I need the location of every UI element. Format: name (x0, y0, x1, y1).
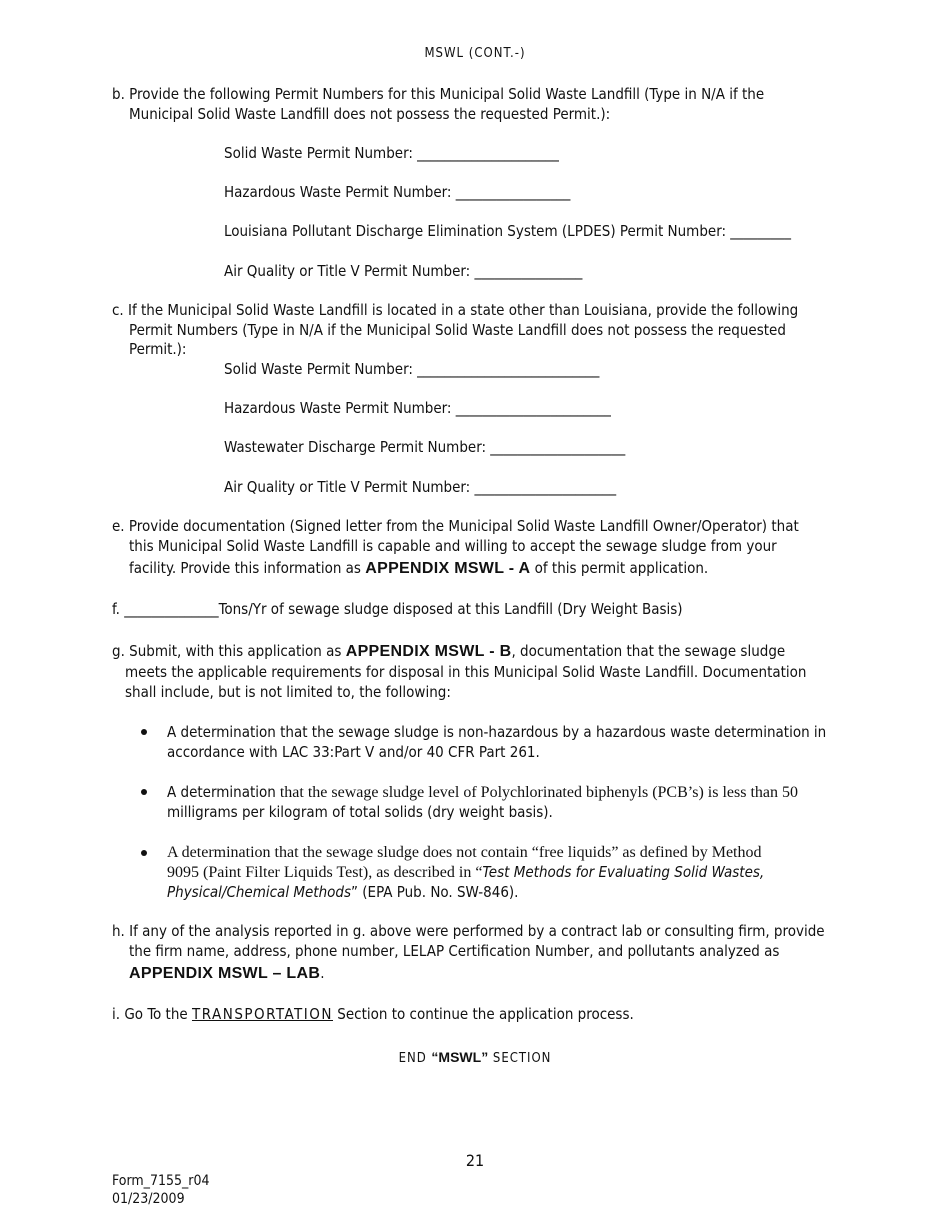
section-header: MSWL (CONT.-) (424, 46, 526, 61)
item-e-line1: e. Provide documentation (Signed letter from the Municipal Solid Waste Landfill Owner/Operator) that (112, 517, 799, 535)
item-h-line2: the firm name, address, phone number, LELAP Certification Number, and pollutants analyzed as (129, 942, 780, 960)
c-wastewater-permit-field[interactable]: Wastewater Discharge Permit Number: ____________________ (224, 438, 626, 456)
b-lpdes-permit-field[interactable]: Louisiana Pollutant Discharge Elimination System (LPDES) Permit Number: _________ (224, 222, 792, 240)
item-g-line1 (112, 641, 785, 662)
item-g-line1-post: , documentation that the sewage sludge (511, 642, 786, 660)
end-pre: END (398, 1051, 432, 1066)
item-e-line3 (129, 558, 708, 579)
bullet2-line1 (167, 782, 798, 803)
transportation-section-link[interactable]: TRANSPORTATION (191, 1005, 333, 1023)
page-number: 21 (465, 1151, 485, 1170)
b-air-quality-permit-field[interactable]: Air Quality or Title V Permit Number: ________________ (224, 262, 583, 280)
appendix-a-label: APPENDIX MSWL - A (365, 560, 531, 577)
bullet2-line2: milligrams per kilogram of total solids (dry weight basis). (167, 803, 553, 821)
item-h-line3-post: . (320, 964, 325, 982)
bullet-icon (141, 850, 147, 856)
bullet3-line1: A determination that the sewage sludge does not contain “free liquids” as defined by Method (167, 844, 762, 861)
bullet1-line1: A determination that the sewage sludge is non-hazardous by a hazardous waste determination in (167, 723, 827, 741)
item-i (112, 1004, 634, 1024)
form-date: 01/23/2009 (112, 1191, 185, 1207)
bullet3-line2-b: Test Methods for Evaluating Solid Wastes, (482, 863, 765, 881)
tons-per-year-field[interactable]: f. ______________Tons/Yr of sewage sludge disposed at this Landfill (Dry Weight Basis) (112, 600, 683, 618)
bullet1-line2: accordance with LAC 33:Part V and/or 40 CFR Part 261. (167, 743, 540, 761)
item-g-line3: shall include, but is not limited to, the following: (125, 683, 451, 701)
form-id: Form_7155_r04 (112, 1173, 210, 1189)
c-air-quality-permit-field[interactable]: Air Quality or Title V Permit Number: _____________________ (224, 478, 617, 496)
end-section-label (0, 1049, 950, 1066)
bullet3-line3 (167, 882, 518, 902)
item-h-line3 (129, 963, 325, 984)
item-e-line3-pre: facility. Provide this information as (129, 559, 366, 577)
item-h-line1: h. If any of the analysis reported in g. above were performed by a contract lab or consulting firm, provide (112, 922, 825, 940)
item-b-line1: b. Provide the following Permit Numbers for this Municipal Solid Waste Landfill (Type in N/A if the (112, 85, 765, 103)
end-post: SECTION (488, 1051, 552, 1066)
bullet2-line1-b: that the sewage sludge level of Polychlorinated biphenyls (PCB’s) is less than 50 (275, 784, 798, 801)
bullet-icon (141, 789, 147, 795)
item-b-line2: Municipal Solid Waste Landfill does not possess the requested Permit.): (129, 105, 611, 123)
item-c-line2: Permit Numbers (Type in N/A if the Municipal Solid Waste Landfill does not possess the requested (129, 321, 786, 339)
item-e-line3-post: of this permit application. (530, 559, 709, 577)
b-solid-waste-permit-field[interactable]: Solid Waste Permit Number: _____________________ (224, 144, 559, 162)
item-e-line2: this Municipal Solid Waste Landfill is capable and willing to accept the sewage sludge from your (129, 537, 777, 555)
c-hazardous-waste-permit-field[interactable]: Hazardous Waste Permit Number: _______________________ (224, 399, 611, 417)
item-g-line2: meets the applicable requirements for disposal in this Municipal Solid Waste Landfill. Documentation (125, 663, 807, 681)
item-g-line1-pre: g. Submit, with this application as (112, 642, 346, 660)
item-i-pre: i. Go To the (112, 1005, 192, 1023)
item-c-line3: Permit.): (129, 340, 187, 358)
bullet2-line1-a: A determination (167, 783, 276, 801)
appendix-lab-label: APPENDIX MSWL – LAB (129, 965, 321, 982)
b-hazardous-waste-permit-field[interactable]: Hazardous Waste Permit Number: _________________ (224, 183, 571, 201)
bullet3-line3-b: ” (EPA Pub. No. SW-846). (351, 883, 519, 901)
end-bold: “MSWL” (431, 1049, 489, 1065)
bullet3-line2 (167, 862, 764, 883)
bullet3-line2-a: 9095 (Paint Filter Liquids Test), as described in “ (167, 864, 483, 881)
bullet3-line3-a: Physical/Chemical Methods (167, 883, 351, 901)
c-solid-waste-permit-field[interactable]: Solid Waste Permit Number: ___________________________ (224, 360, 600, 378)
item-c-line1: c. If the Municipal Solid Waste Landfill is located in a state other than Louisiana, provide the following (112, 301, 799, 319)
item-i-post: Section to continue the application process. (333, 1005, 634, 1023)
bullet-icon (141, 729, 147, 735)
appendix-b-label: APPENDIX MSWL - B (345, 643, 512, 660)
